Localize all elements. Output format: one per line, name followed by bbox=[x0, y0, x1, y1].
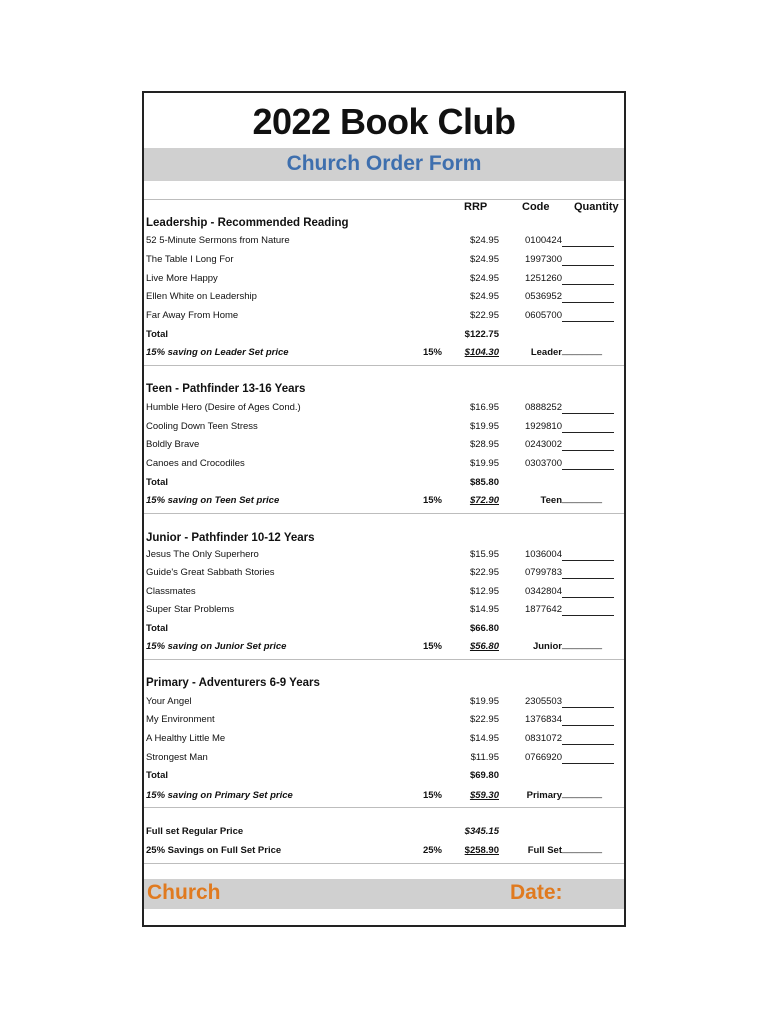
divider bbox=[144, 513, 624, 514]
book-price: $28.95 bbox=[469, 439, 499, 450]
divider bbox=[144, 365, 624, 366]
full-set-regular-label: Full set Regular Price bbox=[146, 826, 244, 837]
quantity-field[interactable] bbox=[562, 291, 614, 303]
book-name: Guide's Great Sabbath Stories bbox=[146, 567, 275, 578]
book-price: $24.95 bbox=[469, 273, 499, 284]
book-code: 0888252 bbox=[525, 402, 562, 413]
book-price: $24.95 bbox=[469, 254, 499, 265]
saving-price: $59.30 bbox=[469, 790, 499, 801]
quantity-field[interactable] bbox=[562, 273, 614, 285]
quantity-field[interactable] bbox=[562, 567, 614, 579]
full-set-saving-percent: 25% bbox=[422, 845, 442, 856]
book-name: Strongest Man bbox=[146, 752, 208, 763]
total-price: $69.80 bbox=[469, 770, 499, 781]
book-code: 1997300 bbox=[525, 254, 562, 265]
book-code: 0766920 bbox=[525, 752, 562, 763]
book-name: A Healthy Little Me bbox=[146, 733, 226, 744]
table-row bbox=[144, 400, 624, 418]
full-set-regular-price: $345.15 bbox=[464, 826, 499, 837]
book-price: $19.95 bbox=[469, 696, 499, 707]
saving-label: 15% saving on Junior Set price bbox=[146, 641, 287, 652]
quantity-field[interactable] bbox=[562, 439, 614, 451]
set-name: Junior bbox=[532, 641, 562, 652]
saving-row bbox=[144, 639, 624, 657]
section-title-junior: Junior - Pathfinder 10-12 Years bbox=[146, 532, 315, 544]
full-set-regular-row bbox=[144, 824, 624, 842]
book-price: $15.95 bbox=[469, 549, 499, 560]
total-row bbox=[144, 768, 624, 786]
book-code: 0100424 bbox=[525, 235, 562, 246]
full-set-saving-row bbox=[144, 843, 624, 861]
saving-label: 15% saving on Primary Set price bbox=[146, 790, 293, 801]
footer-bar bbox=[144, 879, 624, 909]
church-label: Church bbox=[147, 881, 221, 904]
quantity-field[interactable] bbox=[562, 696, 614, 708]
book-price: $24.95 bbox=[469, 291, 499, 302]
divider bbox=[144, 199, 624, 200]
quantity-field[interactable] bbox=[562, 235, 614, 247]
quantity-field[interactable] bbox=[562, 549, 614, 561]
page-title: 2022 Book Club bbox=[252, 101, 516, 142]
subtitle-bar bbox=[144, 148, 624, 181]
divider bbox=[144, 659, 624, 660]
table-row bbox=[144, 602, 624, 620]
quantity-field[interactable] bbox=[562, 421, 614, 433]
book-name: Far Away From Home bbox=[146, 310, 239, 321]
quantity-field[interactable] bbox=[562, 714, 614, 726]
book-price: $22.95 bbox=[469, 567, 499, 578]
book-price: $16.95 bbox=[469, 402, 499, 413]
saving-price: $72.90 bbox=[469, 495, 499, 506]
set-name: Teen bbox=[540, 495, 562, 506]
quantity-field[interactable] bbox=[562, 402, 614, 414]
book-name: My Environment bbox=[146, 714, 215, 725]
book-name: Boldly Brave bbox=[146, 439, 200, 450]
book-name: Ellen White on Leadership bbox=[146, 291, 257, 302]
book-name: Cooling Down Teen Stress bbox=[146, 421, 258, 432]
book-code: 1251260 bbox=[525, 273, 562, 284]
book-code: 1036004 bbox=[525, 549, 562, 560]
date-label: Date: bbox=[510, 881, 563, 904]
total-label: Total bbox=[146, 623, 168, 634]
book-price: $19.95 bbox=[469, 458, 499, 469]
table-row bbox=[144, 694, 624, 712]
book-name: Canoes and Crocodiles bbox=[146, 458, 245, 469]
book-code: 0831072 bbox=[525, 733, 562, 744]
book-code: 1877642 bbox=[525, 604, 562, 615]
book-name: Jesus The Only Superhero bbox=[146, 549, 259, 560]
book-price: $19.95 bbox=[469, 421, 499, 432]
book-code: 0605700 bbox=[525, 310, 562, 321]
book-price: $12.95 bbox=[469, 586, 499, 597]
book-code: 0303700 bbox=[525, 458, 562, 469]
total-row bbox=[144, 475, 624, 493]
book-name: Super Star Problems bbox=[146, 604, 235, 615]
table-row bbox=[144, 456, 624, 474]
saving-label: 15% saving on Teen Set price bbox=[146, 495, 280, 506]
full-set-saving-price: $258.90 bbox=[464, 845, 499, 856]
total-price: $122.75 bbox=[464, 329, 499, 340]
table-row bbox=[144, 731, 624, 749]
book-name: The Table I Long For bbox=[146, 254, 234, 265]
total-label: Total bbox=[146, 329, 168, 340]
divider bbox=[144, 807, 624, 808]
table-row bbox=[144, 750, 624, 768]
saving-percent: 15% bbox=[422, 641, 442, 652]
quantity-field[interactable] bbox=[562, 586, 614, 598]
book-name: Humble Hero (Desire of Ages Cond.) bbox=[146, 402, 301, 413]
book-price: $14.95 bbox=[469, 604, 499, 615]
section-title-primary: Primary - Adventurers 6-9 Years bbox=[146, 677, 320, 689]
section-title-teen: Teen - Pathfinder 13-16 Years bbox=[146, 383, 306, 395]
book-price: $22.95 bbox=[469, 714, 499, 725]
table-row bbox=[144, 271, 624, 289]
set-quantity-field[interactable]: ________ bbox=[562, 788, 603, 798]
saving-percent: 15% bbox=[422, 790, 442, 801]
set-quantity-field[interactable]: ________ bbox=[562, 345, 603, 355]
set-quantity-field[interactable]: ________ bbox=[562, 639, 603, 649]
table-row bbox=[144, 712, 624, 730]
book-code: 0536952 bbox=[525, 291, 562, 302]
book-code: 0342804 bbox=[525, 586, 562, 597]
book-code: 1929810 bbox=[525, 421, 562, 432]
book-name: Your Angel bbox=[146, 696, 192, 707]
total-label: Total bbox=[146, 770, 168, 781]
table-row bbox=[144, 252, 624, 270]
header-code: Code bbox=[522, 201, 550, 213]
total-label: Total bbox=[146, 477, 168, 488]
book-price: $11.95 bbox=[470, 752, 499, 763]
set-name: Leader bbox=[530, 347, 562, 358]
book-name: Classmates bbox=[146, 586, 196, 597]
book-name: 52 5-Minute Sermons from Nature bbox=[146, 235, 290, 246]
set-quantity-field[interactable]: ________ bbox=[562, 493, 603, 503]
header-quantity: Quantity bbox=[574, 201, 619, 213]
quantity-field[interactable] bbox=[562, 458, 614, 470]
table-row bbox=[144, 547, 624, 565]
total-row bbox=[144, 327, 624, 345]
quantity-field[interactable] bbox=[562, 733, 614, 745]
book-code: 2305503 bbox=[525, 696, 562, 707]
book-name: Live More Happy bbox=[146, 273, 218, 284]
quantity-field[interactable] bbox=[562, 254, 614, 266]
table-row bbox=[144, 584, 624, 602]
order-form bbox=[142, 91, 626, 927]
full-set-name: Full Set bbox=[527, 845, 562, 856]
saving-row bbox=[144, 788, 624, 806]
table-row bbox=[144, 233, 624, 251]
full-set-quantity-field[interactable]: ________ bbox=[562, 843, 603, 853]
book-price: $24.95 bbox=[469, 235, 499, 246]
saving-price: $56.80 bbox=[469, 641, 499, 652]
book-price: $14.95 bbox=[469, 733, 499, 744]
table-row bbox=[144, 289, 624, 307]
saving-percent: 15% bbox=[422, 347, 442, 358]
quantity-field[interactable] bbox=[562, 752, 614, 764]
book-code: 0799783 bbox=[525, 567, 562, 578]
total-row bbox=[144, 621, 624, 639]
saving-row bbox=[144, 345, 624, 363]
header-rrp: RRP bbox=[464, 201, 488, 213]
table-row bbox=[144, 437, 624, 455]
quantity-field[interactable] bbox=[562, 604, 614, 616]
section-title-leadership: Leadership - Recommended Reading bbox=[146, 217, 349, 229]
saving-percent: 15% bbox=[422, 495, 442, 506]
saving-price: $104.30 bbox=[464, 347, 499, 358]
book-code: 1376834 bbox=[525, 714, 562, 725]
divider bbox=[144, 863, 624, 864]
quantity-field[interactable] bbox=[562, 310, 614, 322]
page-subtitle: Church Order Form bbox=[286, 152, 482, 175]
table-row bbox=[144, 308, 624, 326]
saving-row bbox=[144, 493, 624, 511]
table-row bbox=[144, 419, 624, 437]
set-name: Primary bbox=[526, 790, 562, 801]
table-row bbox=[144, 565, 624, 583]
total-price: $85.80 bbox=[469, 477, 499, 488]
book-price: $22.95 bbox=[469, 310, 499, 321]
total-price: $66.80 bbox=[469, 623, 499, 634]
full-set-saving-label: 25% Savings on Full Set Price bbox=[146, 845, 282, 856]
saving-label: 15% saving on Leader Set price bbox=[146, 347, 289, 358]
book-code: 0243002 bbox=[525, 439, 562, 450]
